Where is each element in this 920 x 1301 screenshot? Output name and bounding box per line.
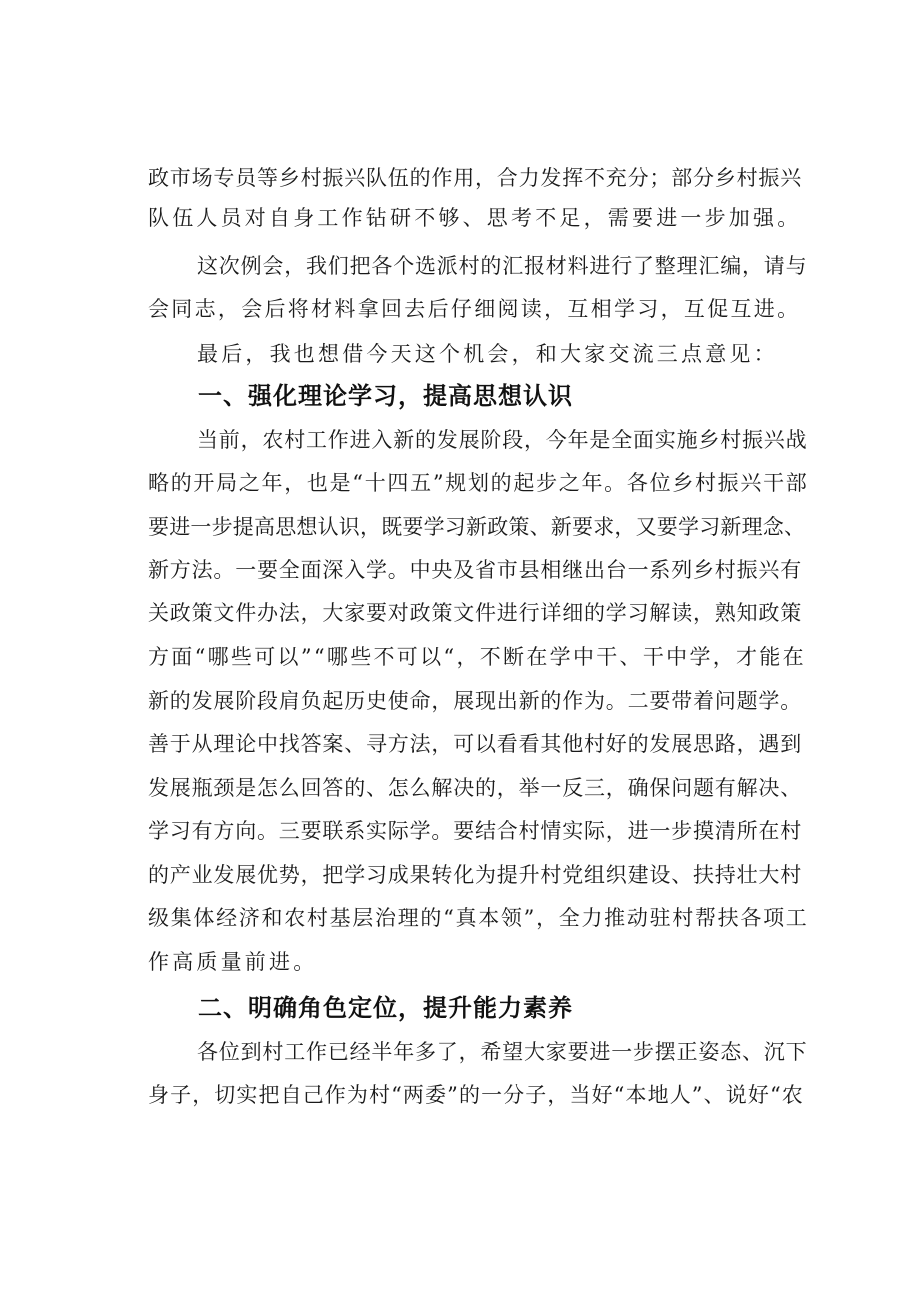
paragraph-5-line-2: 身子，切实把自己作为村“两委”的一分子，当好“本地人”、说好“农 <box>148 1083 804 1107</box>
paragraph-4-line-4: 新方法。一要全面深入学。中央及省市县相继出台一系列乡村振兴有 <box>148 558 802 582</box>
section-heading-1: 一、强化理论学习，提高思想认识 <box>198 382 573 410</box>
paragraph-4-line-13: 作高质量前进。 <box>148 950 318 974</box>
paragraph-4-line-3: 要进一步提高思想认识，既要学习新政策、新要求，又要学习新理念、 <box>148 515 806 539</box>
paragraph-4-line-2: 略的开局之年，也是“十四五”规划的起步之年。各位乡村振兴干部 <box>148 471 809 495</box>
paragraph-4-line-5: 关政策文件办法，大家要对政策文件进行详细的学习解读，熟知政策 <box>148 601 802 625</box>
paragraph-4-line-11: 的产业发展优势，把学习成果转化为提升村党组织建设、扶持壮大村 <box>148 863 802 887</box>
section-heading-2: 二、明确角色定位，提升能力素养 <box>198 994 573 1022</box>
paragraph-4-line-9: 发展瓶颈是怎么回答的、怎么解决的，举一反三，确保问题有解决、 <box>148 776 802 800</box>
paragraph-1-line-1: 政市场专员等乡村振兴队伍的作用，合力发挥不充分；部分乡村振兴 <box>148 166 802 190</box>
paragraph-3-line-1: 最后，我也想借今天这个机会，和大家交流三点意见： <box>197 342 778 366</box>
paragraph-4-line-8: 善于从理论中找答案、寻方法，可以看看其他村好的发展思路，遇到 <box>148 732 802 756</box>
paragraph-4-line-7: 新的发展阶段肩负起历史使命，展现出新的作为。二要带着问题学。 <box>148 689 802 713</box>
paragraph-4-line-1: 当前，农村工作进入新的发展阶段，今年是全面实施乡村振兴战 <box>197 428 808 452</box>
paragraph-2-line-2: 会同志，会后将材料拿回去后仔细阅读，互相学习，互促互进。 <box>148 297 801 321</box>
paragraph-4-line-6: 方面“哪些可以”“哪些不可以“，不断在学中干、干中学，才能在 <box>148 645 806 669</box>
paragraph-4-line-12: 级集体经济和农村基层治理的“真本领”，全力推动驻村帮扶各项工 <box>148 906 809 930</box>
paragraph-4-line-10: 学习有方向。三要联系实际学。要结合村情实际，进一步摸清所在村 <box>148 819 802 843</box>
paragraph-1-line-2: 队伍人员对自身工作钻研不够、思考不足，需要进一步加强。 <box>148 206 802 230</box>
paragraph-5-line-1: 各位到村工作已经半年多了，希望大家要进一步摆正姿态、沉下 <box>197 1040 808 1064</box>
paragraph-2-line-1: 这次例会，我们把各个选派村的汇报材料进行了整理汇编，请与 <box>197 254 808 278</box>
